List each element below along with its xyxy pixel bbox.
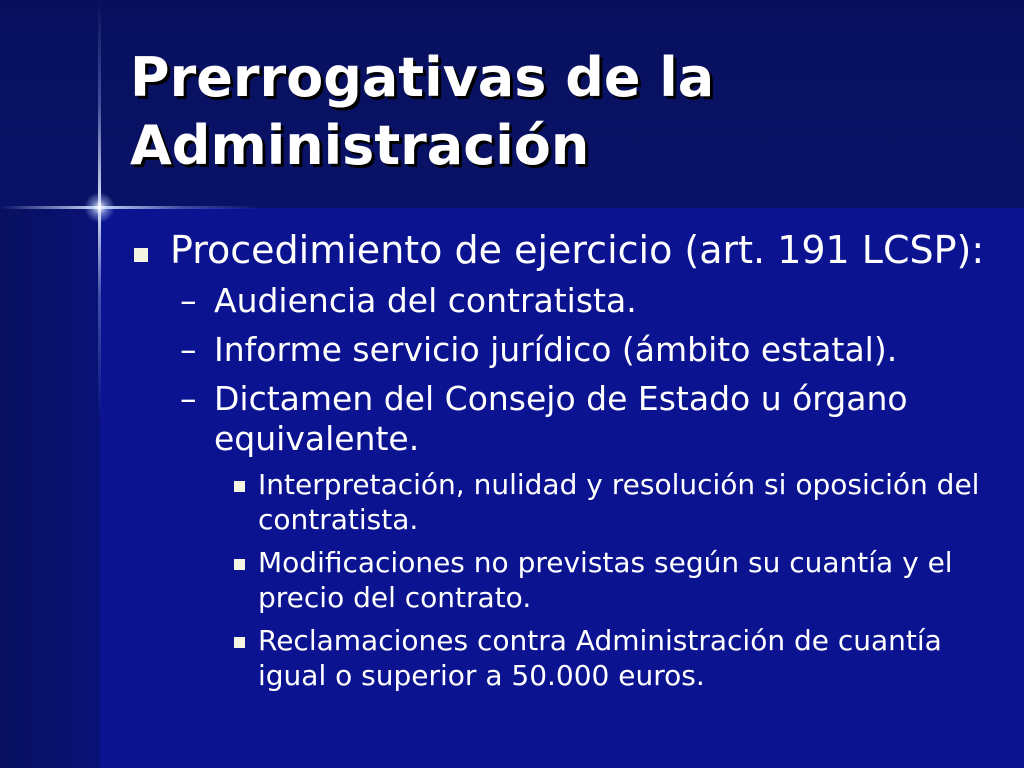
square-bullet-icon <box>134 248 148 262</box>
sub-sub-item-text: Modificaciones no previstas según su cuantía y el precio del contrato. <box>258 546 953 614</box>
dash-bullet: – <box>180 379 197 418</box>
dash-bullet: – <box>180 330 197 369</box>
light-flare-glow <box>84 192 115 223</box>
light-flare-horizontal <box>0 206 260 209</box>
sub-sub-item <box>130 545 990 615</box>
sub-item-text: Audiencia del contratista. <box>214 281 637 320</box>
sub-item <box>130 330 990 370</box>
bullet-item <box>130 228 990 272</box>
slide-title: Prerrogativas de la Administración <box>130 46 715 177</box>
sub-item <box>130 379 990 459</box>
slide-content <box>130 228 990 693</box>
square-bullet-icon <box>234 559 245 570</box>
sub-item <box>130 281 990 321</box>
square-bullet-icon <box>234 637 245 648</box>
sub-sub-item-text: Interpretación, nulidad y resolución si oposición del contratista. <box>258 468 980 536</box>
left-decorative-strip <box>0 208 100 768</box>
dash-bullet: – <box>180 281 197 320</box>
sub-item-text: Informe servicio jurídico (ámbito estatal). <box>214 330 898 369</box>
square-bullet-icon <box>234 481 245 492</box>
sub-item-text: Dictamen del Consejo de Estado u órgano equivalente. <box>214 379 908 458</box>
sub-sub-item <box>130 623 990 693</box>
sub-sub-item <box>130 467 990 537</box>
sub-sub-item-text: Reclamaciones contra Administración de cuantía igual o superior a 50.000 euros. <box>258 624 942 692</box>
bullet-text: Procedimiento de ejercicio (art. 191 LCSP): <box>170 228 985 272</box>
